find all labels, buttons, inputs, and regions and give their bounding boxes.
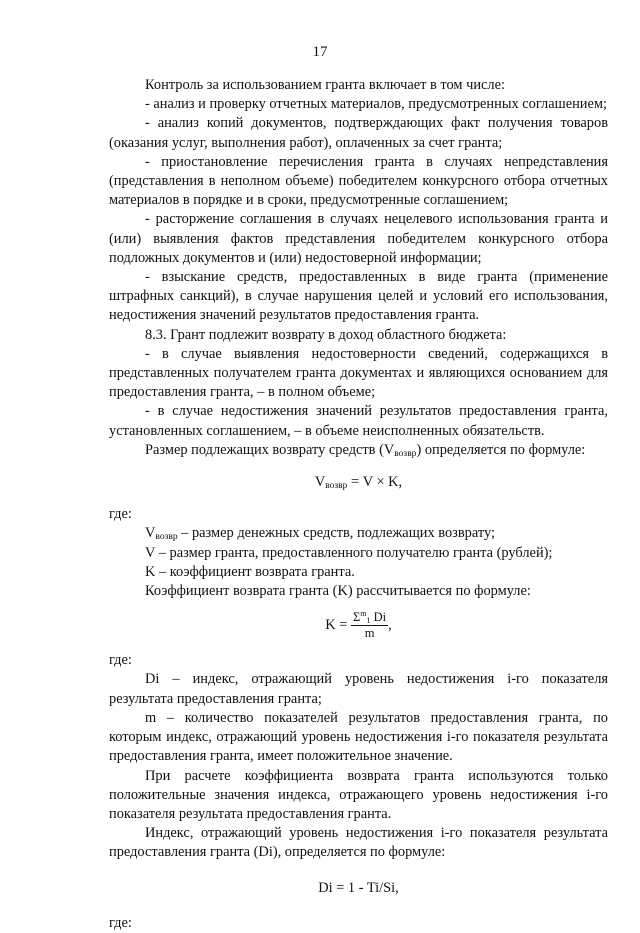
fraction: $\frac{\Sigma^m_1 Di}{m}$ <box>352 609 387 641</box>
definition-v-refund: $V_{возвр}$ – размер денежных средств, подлежащих возврату; <box>145 525 495 543</box>
where-label-3: где: <box>109 914 132 931</box>
page-number: 17 <box>312 44 328 60</box>
control-item-4: - расторжение соглашения в случаях нецелевого использования гранта и (или) выявления фактов представления победителем конкурсного отбора подложных документов и (или) недостоверной информации; <box>109 211 608 266</box>
definition-k: K – коэффициент возврата гранта. <box>145 563 355 580</box>
definition-m: m – количество показателей результатов предоставления гранта, по которым индекс, отражающий уровень недостижения i-го показателя результата предоставления гранта, имеет положительное значение. <box>109 709 608 765</box>
formula-index: Di = 1 - Ti/Si, <box>318 879 399 896</box>
definition-di: Di – индекс, отражающий уровень недостижения i-го показателя результата предоставления гранта; <box>109 671 608 707</box>
calculation-note: При расчете коэффициента возврата гранта используются только положительные значения индекса, отражающего уровень недостижения i-го показателя результата предоставления гранта. <box>109 767 608 822</box>
section-8-3: 8.3. Грант подлежит возврату в доход областного бюджета: <box>145 326 507 343</box>
index-intro: Индекс, отражающий уровень недостижения i-го показателя результата предоставления гранта (Di), определяется по формуле: <box>109 825 608 861</box>
refund-case-2: - в случае недостижения значений результатов предоставления гранта, установленных соглашением, – в объеме неисполненных обязательств. <box>109 403 608 439</box>
refund-case-1: - в случае выявления недостоверности сведений, содержащихся в представленных получателем гранта документах и являющихся основанием для предоставления гранта, – в полном объеме; <box>109 345 608 401</box>
definition-v: V – размер гранта, предоставленного получателю гранта (рублей); <box>145 544 553 561</box>
formula-coefficient: K = $\frac{\Sigma^m_1 Di}{m}$ , <box>325 609 392 641</box>
control-intro: Контроль за использованием гранта включает в том числе: <box>145 77 505 93</box>
page-content <box>109 76 608 933</box>
control-item-1: - анализ и проверку отчетных материалов, предусмотренных соглашением; <box>145 96 607 113</box>
refund-amount-intro: Размер подлежащих возврату средств $(V_{возвр})$ определяется по формуле: <box>145 441 586 459</box>
coefficient-intro: Коэффициент возврата гранта (K) рассчитывается по формуле: <box>145 583 531 600</box>
control-item-5: - взыскание средств, предоставленных в виде гранта (применение штрафных санкций), в случае нарушения целей и условий его использования, недостижения значений результатов предоставления гранта. <box>109 269 608 324</box>
formula-refund: $V_{возвр} = V \times K$, <box>314 474 403 492</box>
where-label-2: где: <box>109 652 132 669</box>
control-item-3: - приостановление перечисления гранта в случаях непредставления (представления в неполном объеме) победителем конкурсного отбора отчетных материалов в порядке и в сроки, предусмотренные соглашением; <box>109 153 608 209</box>
control-item-2: - анализ копий документов, подтверждающих факт получения товаров (оказания услуг, выполнения работ), оплаченных за счет гранта; <box>109 115 608 151</box>
where-label-1: где: <box>109 506 132 523</box>
